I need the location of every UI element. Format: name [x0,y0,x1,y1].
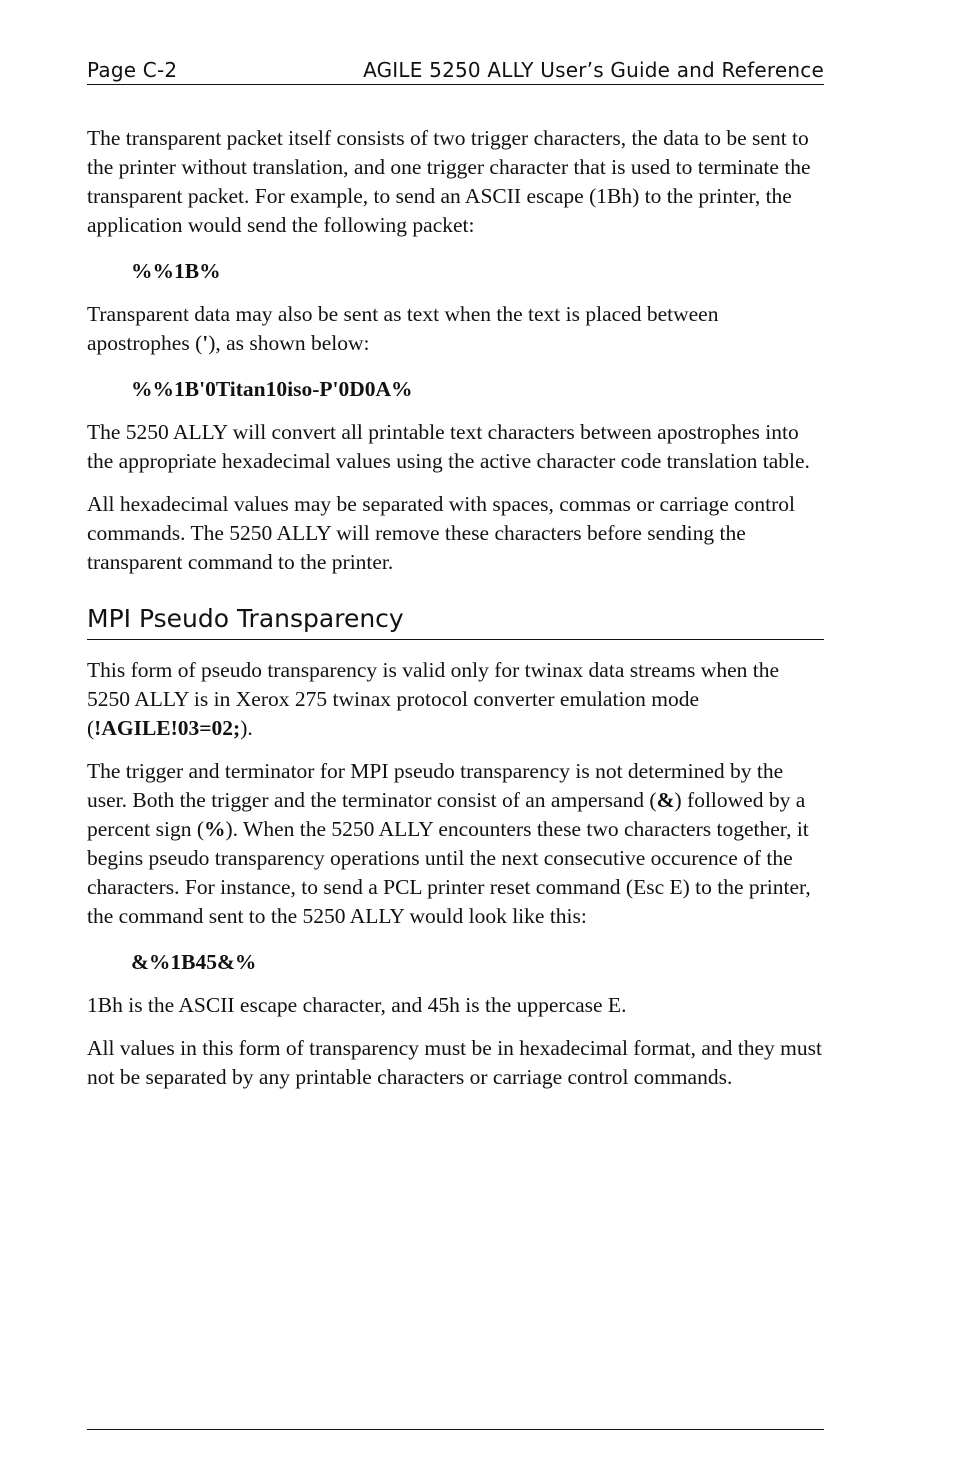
paragraph-separators: All hexadecimal values may be separated with spaces, commas or carriage control commands. The 5250 ALLY will remove these characters before sending the transparent command to the printer. [87,492,796,574]
text-segment: ), as shown below: [208,331,370,355]
page-number: Page C-2 [87,58,178,82]
paragraph-hex-format: All values in this form of transparency must be in hexadecimal format, and they must not be separated by any printable characters or carriage control commands. [87,1036,822,1089]
text-segment: ) followed by a percent sign ( [87,788,806,841]
document-title: AGILE 5250 ALLY User’s Guide and Reference [363,58,824,82]
emulation-command: !AGILE!03=02; [94,716,241,740]
ampersand-glyph: & [656,788,675,812]
text-segment: ). [240,716,253,740]
text-segment: ). When the 5250 ALLY encounters these two characters together, it begins pseudo transparency operations until the next consecutive occurence of the characters. For instance, to send a PCL printer reset command (Esc E) to the printer, the command sent to the 5250 ALLY would look like this: [87,817,811,928]
paragraph-escape-explanation: 1Bh is the ASCII escape character, and 45h is the uppercase E. [87,993,627,1017]
code-example-text: %%1B'0Titan10iso-P'0D0A% [131,377,413,401]
code-example-escape: %%1B% [131,259,221,283]
section-heading: MPI Pseudo Transparency [87,604,824,640]
paragraph-mpi-validity [87,656,824,743]
code-example-pcl-reset: &%1B45&% [131,950,257,974]
text-segment: This form of pseudo transparency is valid only for twinax data streams when the 5250 ALLY is in Xerox 275 twinax protocol converter emulation mode ( [87,658,779,740]
percent-glyph: % [204,817,226,841]
paragraph-transparent-packet: The transparent packet itself consists of two trigger characters, the data to be sent to the printer without translation, and one trigger character that is used to terminate the transparent packet. For example, to send an ASCII escape (1Bh) to the printer, the application would send the following packet: [87,126,811,237]
paragraph-transparent-text [87,300,824,358]
document-page [87,58,824,1092]
text-segment: The trigger and terminator for MPI pseudo transparency is not determined by the user. Both the trigger and the terminator consist of an ampersand ( [87,759,784,812]
apostrophe-glyph: ' [202,331,209,355]
text-segment: Transparent data may also be sent as text when the text is placed between apostrophes ( [87,302,719,355]
footer-rule [87,1429,824,1430]
paragraph-convert-text: The 5250 ALLY will convert all printable text characters between apostrophes into the appropriate hexadecimal values using the active character code translation table. [87,420,810,473]
running-header [87,58,824,85]
paragraph-mpi-trigger [87,757,824,931]
